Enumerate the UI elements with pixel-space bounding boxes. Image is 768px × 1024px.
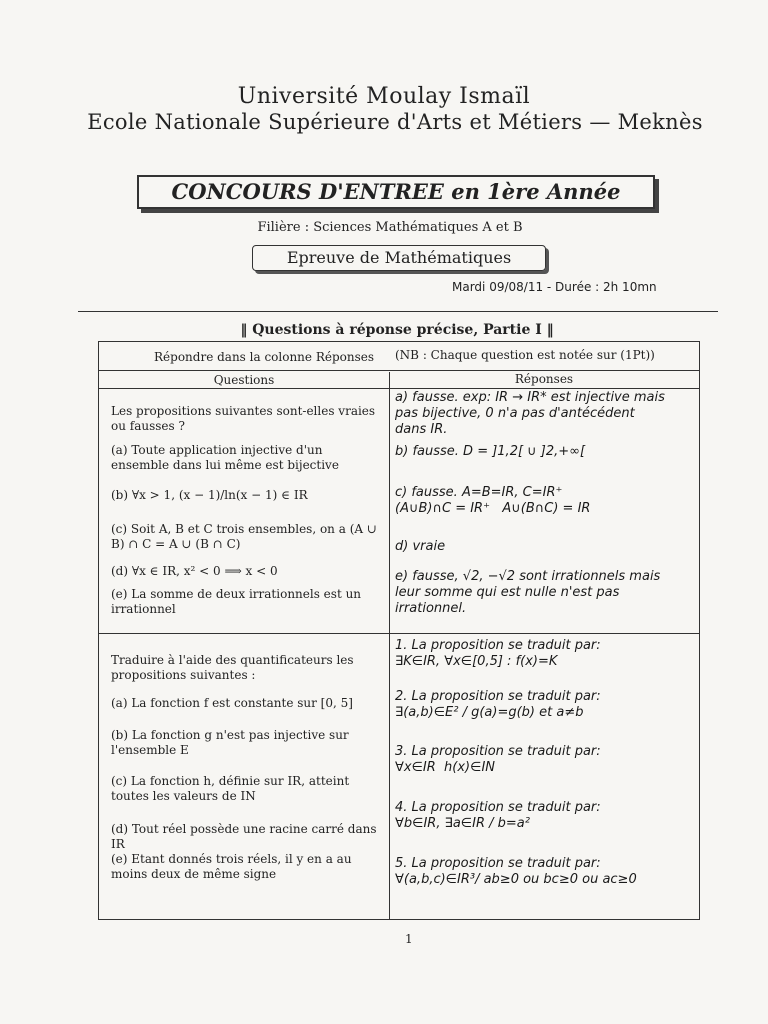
filiere-line: Filière : Sciences Mathématiques A et B bbox=[257, 220, 523, 235]
block2-item-e: (e) Etant donnés trois réels, il y en a au moins deux de même signe bbox=[111, 852, 352, 881]
block2-answer-4: 4. La proposition se traduit par: ∀b∈IR, ∃a∈IR / b=a² bbox=[395, 800, 601, 831]
column-header-questions: Questions bbox=[213, 373, 275, 387]
block1-item-e: (e) La somme de deux irrationnels est un irrationnel bbox=[111, 587, 362, 616]
exam-banner: CONCOURS D'ENTREE en 1ère Année bbox=[137, 175, 655, 209]
school-name: Ecole Nationale Supérieure d'Arts et Métiers — Meknès bbox=[87, 110, 703, 134]
block1-answer-a: a) fausse. exp: IR → IR* est injective mais pas bijective, 0 n'a pas d'antécédent dans IR. bbox=[395, 390, 665, 437]
block1-answer-c: c) fausse. A=B=IR, C=IR⁺ (A∪B)∩C = IR⁺ A∪(B∩C) = IR bbox=[395, 485, 591, 516]
block1-answer-d: d) vraie bbox=[395, 539, 446, 554]
column-header-reponses: Réponses bbox=[514, 372, 574, 386]
block2-item-c: (c) La fonction h, définie sur IR, atteint toutes les valeurs de IN bbox=[111, 774, 350, 803]
block1-item-d: (d) ∀x ∈ IR, x² < 0 ⟹ x < 0 bbox=[111, 564, 278, 578]
grading-note: (NB : Chaque question est notée sur (1Pt)) bbox=[395, 348, 655, 362]
block1-intro: Les propositions suivantes sont-elles vraies ou fausses ? bbox=[111, 404, 376, 433]
block-divider bbox=[99, 633, 699, 634]
column-divider bbox=[389, 372, 390, 919]
university-name: Université Moulay Ismaïl bbox=[237, 84, 531, 109]
block1-item-c: (c) Soit A, B et C trois ensembles, on a (A ∪ B) ∩ C = A ∪ (B ∩ C) bbox=[111, 522, 377, 551]
column-header-row bbox=[99, 372, 699, 389]
block2-answer-5: 5. La proposition se traduit par: ∀(a,b,c)∈IR³/ ab≥0 ou bc≥0 ou ac≥0 bbox=[395, 856, 637, 887]
block2-item-a: (a) La fonction f est constante sur [0, 5] bbox=[111, 696, 353, 710]
section-title: ‖ Questions à réponse précise, Partie I ‖ bbox=[240, 322, 554, 338]
epreuve-box: Epreuve de Mathématiques bbox=[252, 245, 546, 271]
questions-table bbox=[98, 341, 700, 920]
block2-item-d: (d) Tout réel possède une racine carré dans IR bbox=[111, 822, 377, 851]
block2-answer-1: 1. La proposition se traduit par: ∃K∈IR, ∀x∈[0,5] : f(x)=K bbox=[395, 638, 601, 669]
page-number: 1 bbox=[405, 932, 413, 946]
instructions-text: Répondre dans la colonne Réponses bbox=[154, 350, 375, 364]
block2-intro: Traduire à l'aide des quantificateurs les propositions suivantes : bbox=[111, 653, 354, 682]
block1-answer-e: e) fausse, √2, −√2 sont irrationnels mais leur somme qui est nulle n'est pas irrationnel. bbox=[395, 569, 661, 616]
divider bbox=[78, 311, 718, 312]
block1-item-a: (a) Toute application injective d'un ensemble dans lui même est bijective bbox=[111, 443, 339, 472]
block1-answer-b: b) fausse. D = ]1,2[ ∪ ]2,+∞[ bbox=[395, 444, 586, 459]
block2-item-b: (b) La fonction g n'est pas injective sur l'ensemble E bbox=[111, 728, 349, 757]
block2-answer-3: 3. La proposition se traduit par: ∀x∈IR h(x)∈IN bbox=[395, 744, 601, 775]
date-line: Mardi 09/08/11 - Durée : 2h 10mn bbox=[452, 280, 657, 294]
block1-item-b: (b) ∀x > 1, (x − 1)/ln(x − 1) ∈ IR bbox=[111, 488, 308, 502]
table-instructions-row bbox=[99, 342, 699, 371]
block2-answer-2: 2. La proposition se traduit par: ∃(a,b)∈E² / g(a)=g(b) et a≠b bbox=[395, 689, 601, 720]
